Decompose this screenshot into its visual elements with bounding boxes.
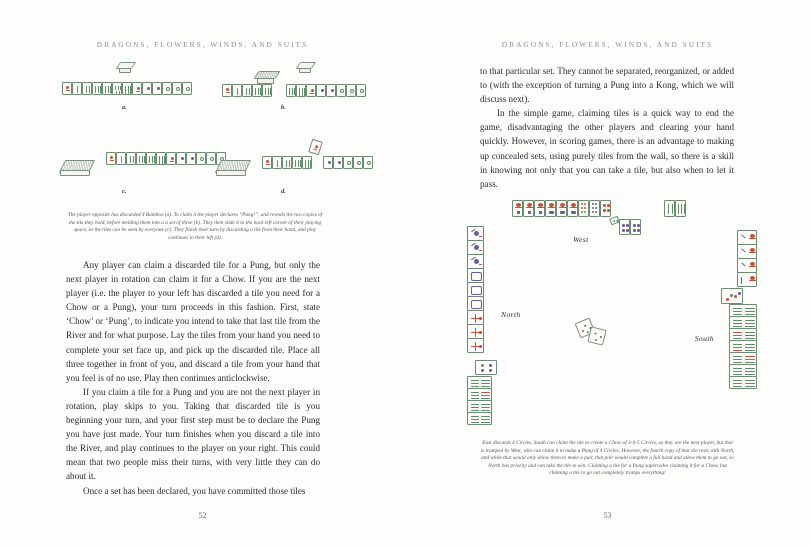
hand-tile	[286, 84, 296, 97]
hand-tile	[166, 152, 176, 165]
figure-a	[62, 62, 202, 104]
board-tile	[675, 200, 686, 217]
hand-tile	[346, 84, 356, 97]
compass-label-west: West	[573, 235, 589, 244]
hand-tile	[282, 156, 292, 169]
paragraph: In the simple game, claiming tiles is a quick way to end the game, disadvantaging the other players and clearing your hand quickly. However, in scoring games, there is an advantage to making up concealed sets, using purely tiles from the wall, so there is a skill in knowing not only that you can take a tile, but also when to let it pass.	[480, 108, 734, 189]
player-hand-c	[106, 152, 226, 165]
player-hand-a	[62, 82, 192, 95]
hand-tile	[302, 156, 312, 169]
hand-tile	[136, 152, 146, 165]
board-tile	[512, 200, 523, 217]
paragraph: Once a set has been declared, you have committed those tiles	[83, 485, 306, 496]
hand-tile	[142, 82, 152, 95]
hand-tile	[316, 84, 326, 97]
hand-tile	[152, 82, 162, 95]
east-wall-row	[512, 200, 611, 217]
die-pip	[595, 339, 597, 341]
hand-tile	[102, 82, 112, 95]
hand-tile	[106, 152, 116, 165]
board-tile-blank	[467, 296, 484, 311]
figure-label-c: c.	[122, 188, 127, 195]
south-tile-column	[737, 230, 757, 290]
player-hand-b-right	[286, 84, 366, 97]
hand-tile	[262, 84, 272, 97]
north-character-column	[467, 376, 492, 428]
die-pip	[600, 336, 602, 338]
board-tile	[664, 200, 675, 217]
board-tile	[534, 200, 545, 217]
die-pip	[584, 325, 586, 327]
board-tile	[523, 200, 534, 217]
hand-tile	[196, 152, 206, 165]
hand-tile	[353, 156, 363, 169]
hand-tile	[333, 156, 343, 169]
game-board-diagram	[467, 198, 757, 428]
folio-right: 53	[603, 511, 612, 520]
hand-tile	[306, 84, 316, 97]
body-text-left	[66, 258, 320, 498]
hand-tile	[323, 156, 333, 169]
hand-tile	[162, 82, 172, 95]
hand-tile	[272, 156, 282, 169]
hand-tile	[116, 152, 126, 165]
die-two	[587, 326, 606, 345]
discarded-tile-d	[308, 139, 323, 156]
compass-label-north: North	[501, 310, 521, 319]
body-text-right	[480, 64, 734, 191]
board-tile	[467, 310, 484, 325]
compass-label-south: South	[694, 334, 714, 343]
paragraph: Any player can claim a discarded tile for a Pung, but only the next player in rotation can claim it for a Chow. If you are the next player (i.e. the player to your left has discarded a tile you need for a Chow or a Pung), your turn proceeds in this fashion. First, state ‘Chow’ or ‘Pung’, to indicate you intend to take that last tile from the River and for what purpose. Lay the tiles from your hand you need to complete your set face up, and pick up the discarded tile. Place all three together in front of you, and discard a tile from your hand that you feel is of no use. Play then continues anticlockwise.	[66, 260, 320, 383]
board-tile	[589, 200, 600, 217]
board-tile	[467, 226, 484, 241]
board-tile	[619, 219, 630, 235]
hand-tile	[356, 84, 366, 97]
tile-front-face	[119, 68, 131, 73]
running-head-right: DRAGONS, FLOWERS, WINDS, AND SUITS	[501, 40, 714, 49]
figure-caption-right: East discards 4 Circles. South can claim the tile to create a Chow of 3-4-5 Circles, as they are the next player, but that is trumped by West, who can claim it to make a Pung of 4 Circles. However, the fourth copy of that tile rests with North, and while that would only allow them to make a pair, that pair would complete a full hand and allow them to go out, so North has priority and can take the tile to win. Claiming a tile for a Pung supercedes claiming it for a Chow, but claiming a tile to go out completely trumps everything!	[480, 440, 735, 477]
board-tile	[467, 412, 492, 425]
figure-label-b: b.	[281, 104, 286, 111]
right-page	[405, 0, 810, 548]
north-tile-column	[467, 226, 484, 361]
hand-tile	[182, 82, 192, 95]
north-circle-tile	[475, 360, 497, 375]
figure-b	[218, 62, 368, 104]
melded-set-d-base	[216, 170, 246, 176]
folio-left: 52	[198, 511, 207, 520]
player-hand-d-left	[262, 156, 312, 169]
hand-tile	[296, 84, 306, 97]
east-discard-pair	[619, 219, 641, 235]
board-tile-blank	[467, 282, 484, 297]
hand-tile-claimed	[122, 82, 132, 95]
board-tile	[737, 244, 757, 259]
board-tile	[729, 376, 757, 389]
hand-tile	[336, 84, 346, 97]
hand-tile	[363, 156, 373, 169]
die-pip	[582, 330, 584, 332]
board-tile	[467, 338, 484, 353]
hand-tile	[262, 156, 272, 169]
hand-tile	[232, 84, 242, 97]
melded-pair-b	[256, 71, 278, 84]
board-tile	[630, 219, 641, 235]
board-tile	[737, 272, 757, 287]
discarded-tile-b	[298, 62, 314, 73]
hand-tile	[292, 156, 302, 169]
hand-tile	[72, 82, 82, 95]
paragraph: If you claim a tile for a Pung and you are not the next player in rotation, play skips to you. Taking that discarded tile is you beginning your turn, and your first step must be to declare the Pung you have just made. Your turn finishes when you discard a tile into the River, and play continues to the player on your right. This could mean that two people miss their turns, with very little they can do about it.	[66, 386, 320, 482]
hand-tile	[92, 82, 102, 95]
board-tile	[578, 200, 589, 217]
hand-tile	[126, 152, 136, 165]
hand-tile	[206, 152, 216, 165]
hand-tile	[222, 84, 232, 97]
hand-tile	[252, 84, 262, 97]
figure-label-a: a.	[122, 104, 127, 111]
running-head-left: DRAGONS, FLOWERS, WINDS, AND SUITS	[96, 40, 309, 49]
board-tile	[737, 230, 757, 245]
hand-tile	[62, 82, 72, 95]
board-tile	[467, 324, 484, 339]
board-tile	[467, 254, 484, 269]
paragraph: to that particular set. They cannot be separated, reorganized, or added to (with the exception of turning a Pung into a Kong, which we will discuss next).	[480, 66, 734, 105]
hand-tile	[132, 82, 142, 95]
hand-tile	[146, 152, 156, 165]
south-circle-tile	[721, 288, 743, 304]
die-pip	[594, 332, 596, 334]
tile-front-face	[299, 68, 311, 73]
east-bamboo-pair	[664, 200, 686, 217]
melded-set-c-base	[60, 170, 90, 176]
hand-tile	[172, 82, 182, 95]
board-tile-blank	[467, 268, 484, 283]
board-tile	[556, 200, 567, 217]
board-tile	[467, 240, 484, 255]
figure-caption-left: The player opposite has discarded 4 Bamboo (a). To claim it the player declares “Pung!”, and reveals the two copies of the tile they hold, before melding them into a a set of three (b). They then slide it to the back left corner of their playing space, so the tiles can be seen by everyone (c). They finish their turn by discarding a tile from their hand, and play continues to their left (d).	[67, 212, 323, 241]
player-hand-b-left	[222, 84, 272, 97]
figure-d	[218, 140, 368, 188]
hand-tile	[156, 152, 166, 165]
hand-tile	[82, 82, 92, 95]
board-tile	[545, 200, 556, 217]
player-hand-d-right	[323, 156, 373, 169]
board-tile	[737, 258, 757, 273]
hand-tile	[242, 84, 252, 97]
figure-c	[62, 140, 202, 188]
hand-tile	[176, 152, 186, 165]
discarded-tile-a	[118, 62, 134, 73]
hand-tile	[186, 152, 196, 165]
hand-tile	[112, 82, 122, 95]
hand-tile	[326, 84, 336, 97]
board-tile	[567, 200, 578, 217]
board-tile-discarded	[600, 200, 611, 217]
figure-label-d: d.	[281, 188, 286, 195]
hand-tile	[343, 156, 353, 169]
south-character-column	[729, 304, 757, 395]
